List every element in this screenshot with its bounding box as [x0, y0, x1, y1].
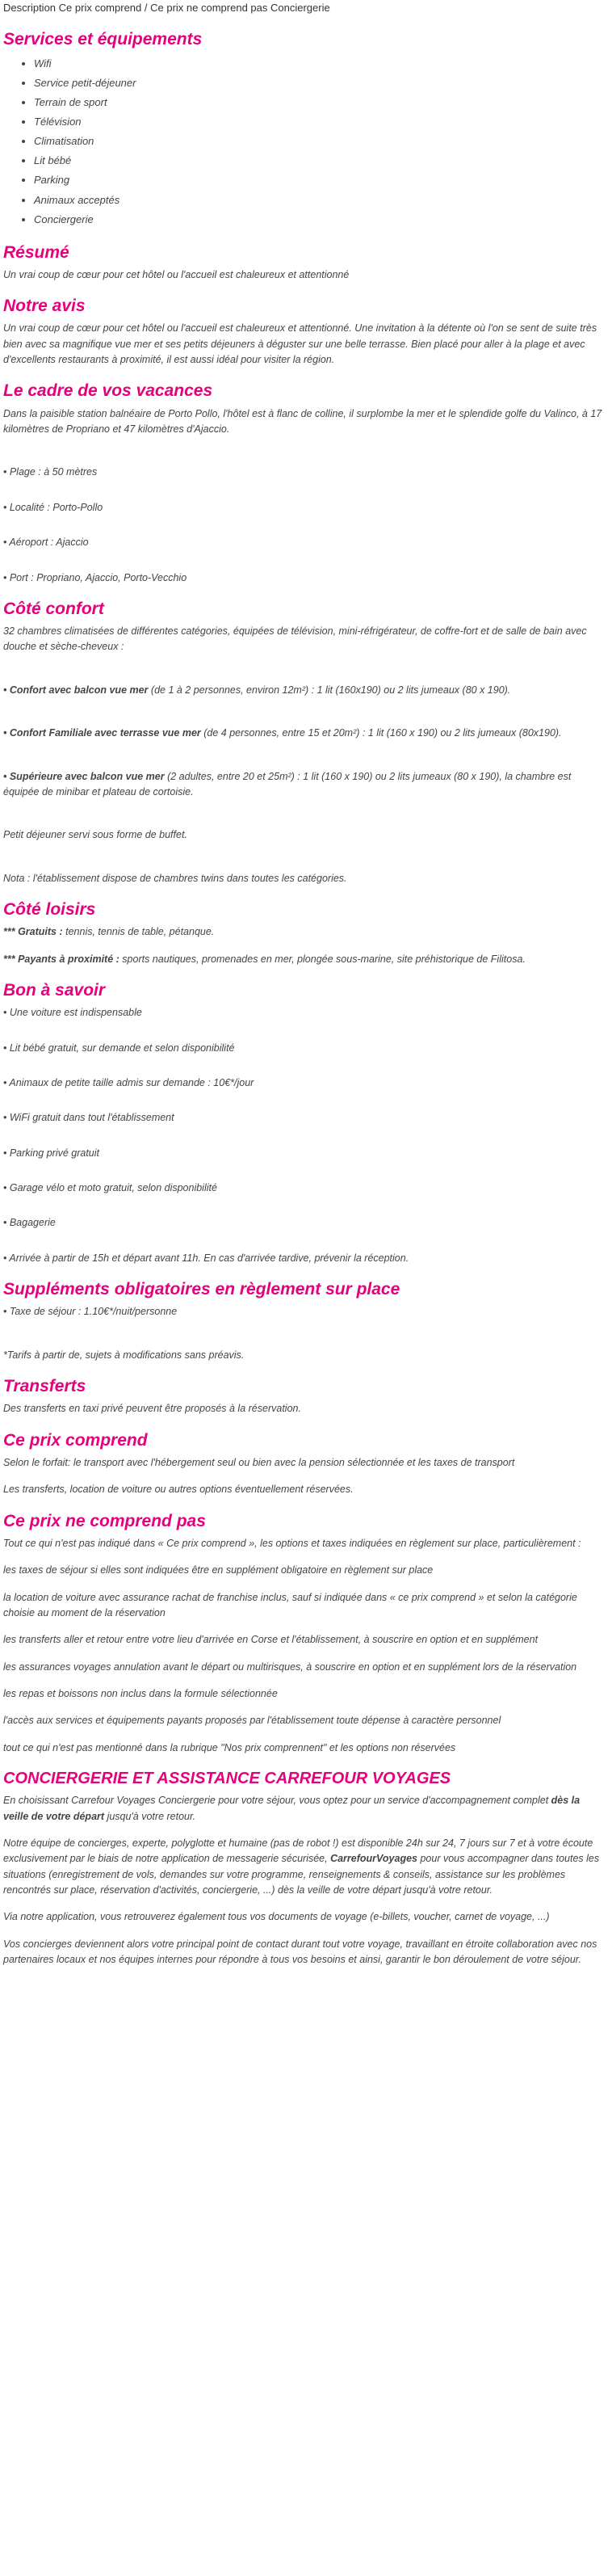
concierge-p1	[3, 1793, 602, 1825]
confort-title: Côté confort	[3, 599, 104, 618]
transferts-text: Des transferts en taxi privé peuvent être proposés à la réservation.	[3, 1403, 301, 1415]
loisirs-free	[3, 924, 602, 940]
savoir-item: • Parking privé gratuit	[3, 1147, 100, 1159]
resume-title: Résumé	[3, 242, 69, 262]
room-details: (2 adultes, entre 20 et 25m²) : 1 lit (160 x 190) ou 2 lits jumeaux (80 x 190), la chambre est équipée de minibar et plateau de cortoisie.	[3, 770, 572, 798]
cadre-text: Dans la paisible station balnéaire de Porto Pollo, l'hôtel est à flanc de colline, il surplombe la mer et le splendide golfe du Valinco, à 17 kilomètres de Propriano et 47 kilomètres d'Ajaccio.	[3, 407, 602, 436]
loisirs-paid-text: sports nautiques, promenades en mer, plongée sous-marine, site préhistorique de Filitosa.	[119, 953, 526, 965]
savoir-item: • Lit bébé gratuit, sur demande et selon disponibilité	[3, 1042, 235, 1054]
service-item: • Lit bébé	[34, 151, 602, 170]
cadre-item-localite: • Localité : Porto-Pollo	[3, 501, 103, 513]
tab-description[interactable]: Description	[3, 2, 57, 14]
room-name: • Confort Familiale avec terrasse vue mer	[3, 727, 201, 739]
service-item: • Climatisation	[34, 132, 602, 151]
concierge-p4: Vos concierges deviennent alors votre principal point de contact durant tout votre voyage, travaillant en étroite collaboration avec nos partenaires locaux et nos équipes internes pour répondre à tous vos besoins et ainsi, garantir le bon déroulement de votre séjour.	[3, 1938, 597, 1966]
ne-comprend-item: les assurances voyages annulation avant le départ ou multirisques, à souscrire en option et en supplément lors de la réservation	[3, 1661, 577, 1673]
tab-conciergerie[interactable]: Conciergerie	[270, 2, 330, 14]
ne-comprend-item: l'accès aux services et équipements payants proposés par l'établissement toute dépense à caractère personnel	[3, 1715, 501, 1727]
service-item: • Wifi	[34, 54, 602, 74]
tab-bar	[3, 0, 602, 16]
confort-breakfast: Petit déjeuner servi sous forme de buffet.	[3, 829, 187, 841]
service-item: • Service petit-déjeuner	[34, 74, 602, 93]
comprend-title: Ce prix comprend	[3, 1430, 148, 1450]
concierge-p2-bold: CarrefourVoyages	[330, 1853, 417, 1865]
service-item: • Animaux acceptés	[34, 191, 602, 210]
cadre-item-port: • Port : Propriano, Ajaccio, Porto-Vecchio	[3, 571, 187, 583]
room-familiale	[3, 726, 602, 741]
services-title: Services et équipements	[3, 30, 203, 48]
savoir-item: • Une voiture est indispensable	[3, 1007, 142, 1019]
confort-intro: 32 chambres climatisées de différentes catégories, équipées de télévision, mini-réfrigérateur, de coffre-fort et de salle de bain avec douche et sèche-cheveux :	[3, 625, 587, 653]
ne-comprend-item: les transferts aller et retour entre votre lieu d'arrivée en Corse et l'établissement, à souscrire en option et en supplément	[3, 1634, 539, 1646]
concierge-p2	[3, 1836, 602, 1899]
service-item: • Terrain de sport	[34, 93, 602, 112]
resume-text: Un vrai coup de cœur pour cet hôtel ou l'accueil est chaleureux et attentionné	[3, 268, 350, 280]
loisirs-title: Côté loisirs	[3, 900, 96, 920]
loisirs-paid-label: *** Payants à proximité :	[3, 953, 119, 965]
avis-text: Un vrai coup de cœur pour cet hôtel ou l'accueil est chaleureux et attentionné. Une invitation à la détente où l'on se sent de suite très bien avec sa magnifique vue mer et ses petits déjeuners à déguster sur une belle terrasse. Bien placé pour aller à la plage et avec d'excellents restaurants à proximité, il est aussi idéal pour visiter la région.	[3, 322, 597, 366]
room-details: (de 1 à 2 personnes, environ 12m²) : 1 lit (160x190) ou 2 lits jumeaux (80 x 190).	[148, 684, 511, 696]
service-item: • Conciergerie	[34, 210, 602, 229]
loisirs-paid	[3, 952, 602, 967]
tab-ce-prix-comprend[interactable]: Ce prix comprend	[58, 2, 142, 14]
concierge-p3: Via notre application, vous retrouverez également tous vos documents de voyage (e-billets, voucher, carnet de voyage, ...)	[3, 1911, 550, 1923]
cadre-item-aeroport: • Aéroport : Ajaccio	[3, 537, 89, 549]
transferts-title: Transferts	[3, 1377, 86, 1396]
confort-note: Nota : l'établissement dispose de chambres twins dans toutes les catégories.	[3, 872, 347, 884]
savoir-item: • Arrivée à partir de 15h et départ avant 11h. En cas d'arrivée tardive, prévenir la réception.	[3, 1252, 409, 1264]
comprend-text: Les transferts, location de voiture ou autres options éventuellement réservées.	[3, 1484, 354, 1496]
ne-comprend-item: tout ce qui n'est pas mentionné dans la rubrique "Nos prix comprennent" et les options non réservées	[3, 1741, 456, 1753]
savoir-item: • Animaux de petite taille admis sur demande : 10€*/jour	[3, 1076, 254, 1088]
supplements-title: Suppléments obligatoires en règlement sur place	[3, 1280, 400, 1299]
tab-separator: /	[144, 2, 151, 14]
room-name: • Confort avec balcon vue mer	[3, 684, 149, 696]
service-item: • Parking	[34, 170, 602, 190]
ne-comprend-item: la location de voiture avec assurance rachat de franchise inclus, sauf si indiquée dans « ce prix comprend » et selon la catégorie choisie au moment de la réservation	[3, 1591, 577, 1618]
room-confort	[3, 683, 602, 698]
avis-title: Notre avis	[3, 297, 86, 316]
services-list	[3, 54, 602, 229]
service-item: • Télévision	[34, 112, 602, 132]
supplements-tax: • Taxe de séjour : 1.10€*/nuit/personne	[3, 1306, 178, 1318]
concierge-p2-a: Notre équipe de concierges, experte, polyglotte et humaine (pas de robot !) est disponible 24h sur 24, 7 jours sur 7 et à votre écoute exclusivement par le biais de notre application de messagerie sécurisée,	[3, 1837, 593, 1865]
concierge-p1-a: En choisissant Carrefour Voyages Conciergerie pour votre séjour, vous optez pour un service d'accompagnement complet	[3, 1795, 551, 1807]
concierge-p1-c: jusqu'à votre retour.	[104, 1810, 196, 1822]
ne-comprend-item: Tout ce qui n'est pas indiqué dans « Ce prix comprend », les options et taxes indiquées en règlement sur place, particulièrement :	[3, 1537, 581, 1549]
loisirs-free-label: *** Gratuits :	[3, 926, 63, 938]
concierge-p1-bold: dès la veille de votre départ	[3, 1795, 581, 1822]
ne-comprend-title: Ce prix ne comprend pas	[3, 1511, 206, 1530]
savoir-item: • Bagagerie	[3, 1217, 56, 1229]
supplements-tarifs: *Tarifs à partir de, sujets à modifications sans préavis.	[3, 1349, 245, 1361]
room-name: • Supérieure avec balcon vue mer	[3, 770, 165, 782]
room-details: (de 4 personnes, entre 15 et 20m²) : 1 lit (160 x 190) ou 2 lits jumeaux (80x190).	[200, 727, 562, 739]
ne-comprend-item: les repas et boissons non inclus dans la formule sélectionnée	[3, 1688, 278, 1700]
loisirs-free-text: tennis, tennis de table, pétanque.	[62, 926, 215, 938]
comprend-text: Selon le forfait: le transport avec l'hébergement seul ou bien avec la pension sélectionnée et les taxes de transport	[3, 1456, 515, 1468]
concierge-p2-c: pour vous accompagner dans toutes les situations (enregistrement de vols, demandes sur votre programme, renseignements & conseils, assistance sur les problèmes rencontrés sur place, réservation d'activités, conciergerie, ...) dès la veille de votre départ jusqu'à votre retour.	[3, 1853, 600, 1896]
concierge-title: CONCIERGERIE ET ASSISTANCE CARREFOUR VOYAGES	[3, 1770, 451, 1788]
tab-ce-prix-ne-comprend-pas[interactable]: Ce prix ne comprend pas	[150, 2, 268, 14]
savoir-title: Bon à savoir	[3, 981, 106, 1000]
savoir-item: • WiFi gratuit dans tout l'établissement	[3, 1112, 174, 1124]
cadre-title: Le cadre de vos vacances	[3, 381, 213, 401]
cadre-item-plage: • Plage : à 50 mètres	[3, 466, 98, 478]
savoir-item: • Garage vélo et moto gratuit, selon disponibilité	[3, 1182, 217, 1194]
ne-comprend-item: les taxes de séjour si elles sont indiquées être en supplément obligatoire en règlement sur place	[3, 1564, 434, 1576]
room-superieure	[3, 769, 602, 801]
